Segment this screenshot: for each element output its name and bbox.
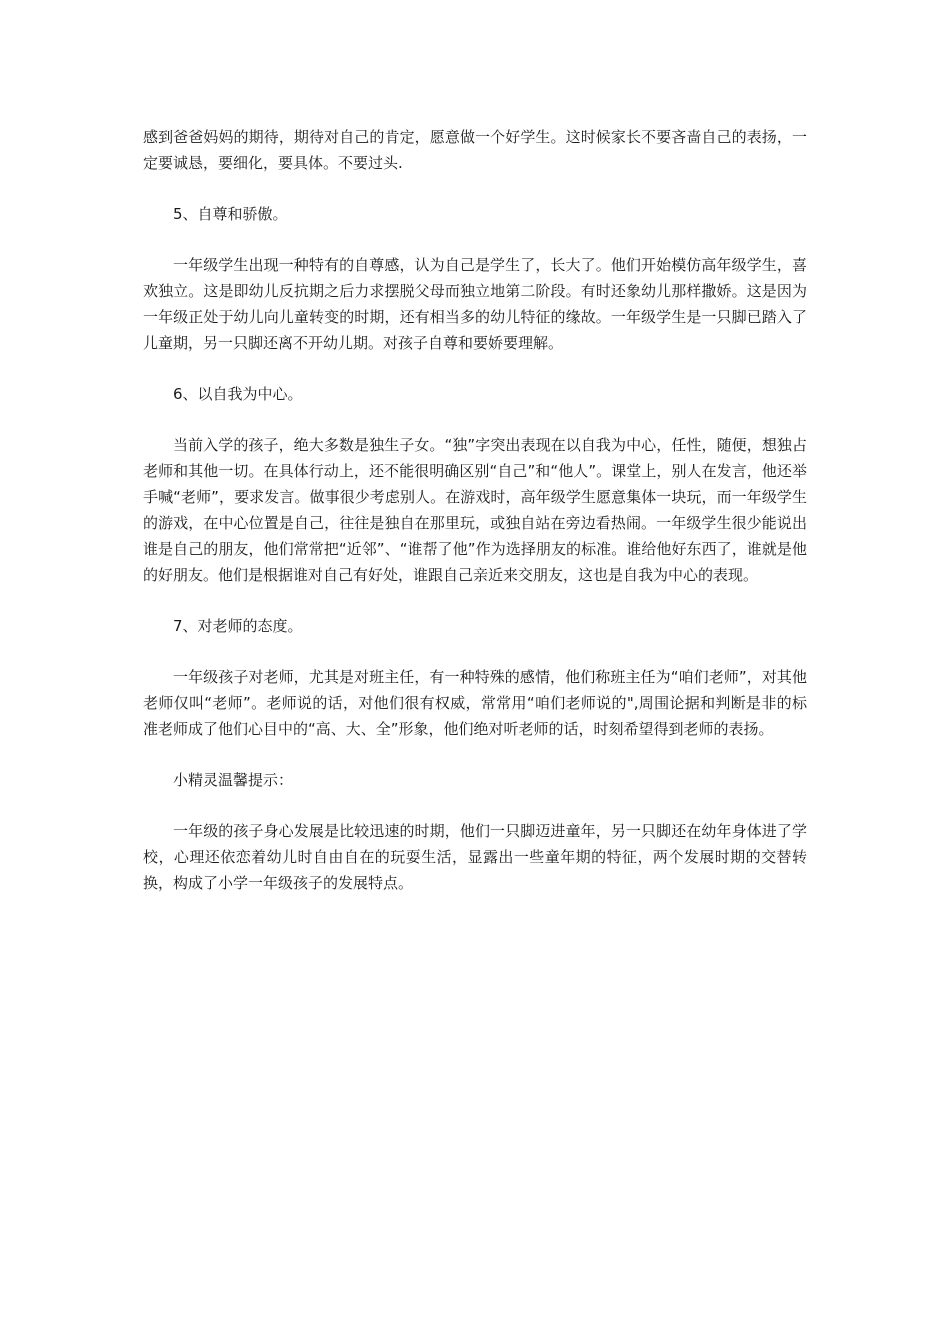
document-body <box>143 124 807 921</box>
paragraph-tip: 一年级的孩子身心发展是比较迅速的时期，他们一只脚迈进童年，另一只脚还在幼年身体进了学校，心理还依恋着幼儿时自由自在的玩耍生活，显露出一些童年期的特征，两个发展时期的交替转换，构成了小学一年级孩子的发展特点。 <box>143 822 807 892</box>
paragraph-teacher-attitude: 一年级孩子对老师，尤其是对班主任，有一种特殊的感情，他们称班主任为“咱们老师”，对其他老师仅叫“老师”。老师说的话，对他们很有权威，常常用“咱们老师说的",周围论据和判断是非的标准老师成了他们心目中的“高、大、全”形象，他们绝对听老师的话，时刻希望得到老师的表扬。 <box>143 668 807 738</box>
paragraph-continued: 感到爸爸妈妈的期待，期待对自己的肯定，愿意做一个好学生。这时候家长不要吝啬自己的表扬，一定要诚恳，要细化，要具体。不要过头. <box>143 128 807 172</box>
section-heading-7: 7、对老师的态度。 <box>173 617 303 635</box>
paragraph-self-esteem: 一年级学生出现一种特有的自尊感，认为自己是学生了，长大了。他们开始模仿高年级学生，喜欢独立。这是即幼儿反抗期之后力求摆脱父母而独立地第二阶段。有时还象幼儿那样撒娇。这是因为一年级正处于幼儿向儿童转变的时期，还有相当多的幼儿特征的缘故。一年级学生是一只脚已踏入了儿童期，另一只脚还离不开幼儿期。对孩子自尊和要娇要理解。 <box>143 256 807 352</box>
tip-heading: 小精灵温馨提示： <box>173 771 294 789</box>
paragraph-self-centered: 当前入学的孩子，绝大多数是独生子女。“独”字突出表现在以自我为中心，任性，随便，想独占老师和其他一切。在具体行动上，还不能很明确区别“自己”和“他人”。课堂上，别人在发言，他还举手喊“老师”，要求发言。做事很少考虑别人。在游戏时，高年级学生愿意集体一块玩，而一年级学生的游戏，在中心位置是自己，往往是独自在那里玩，或独自站在旁边看热闹。一年级学生很少能说出谁是自己的朋友，他们常常把“近邻”、“谁帮了他”作为选择朋友的标准。谁给他好东西了，谁就是他的好朋友。他们是根据谁对自己有好处，谁跟自己亲近来交朋友，这也是自我为中心的表现。 <box>143 436 807 584</box>
section-heading-5: 5、自尊和骄傲。 <box>173 205 288 223</box>
section-heading-6: 6、以自我为中心。 <box>173 385 303 403</box>
